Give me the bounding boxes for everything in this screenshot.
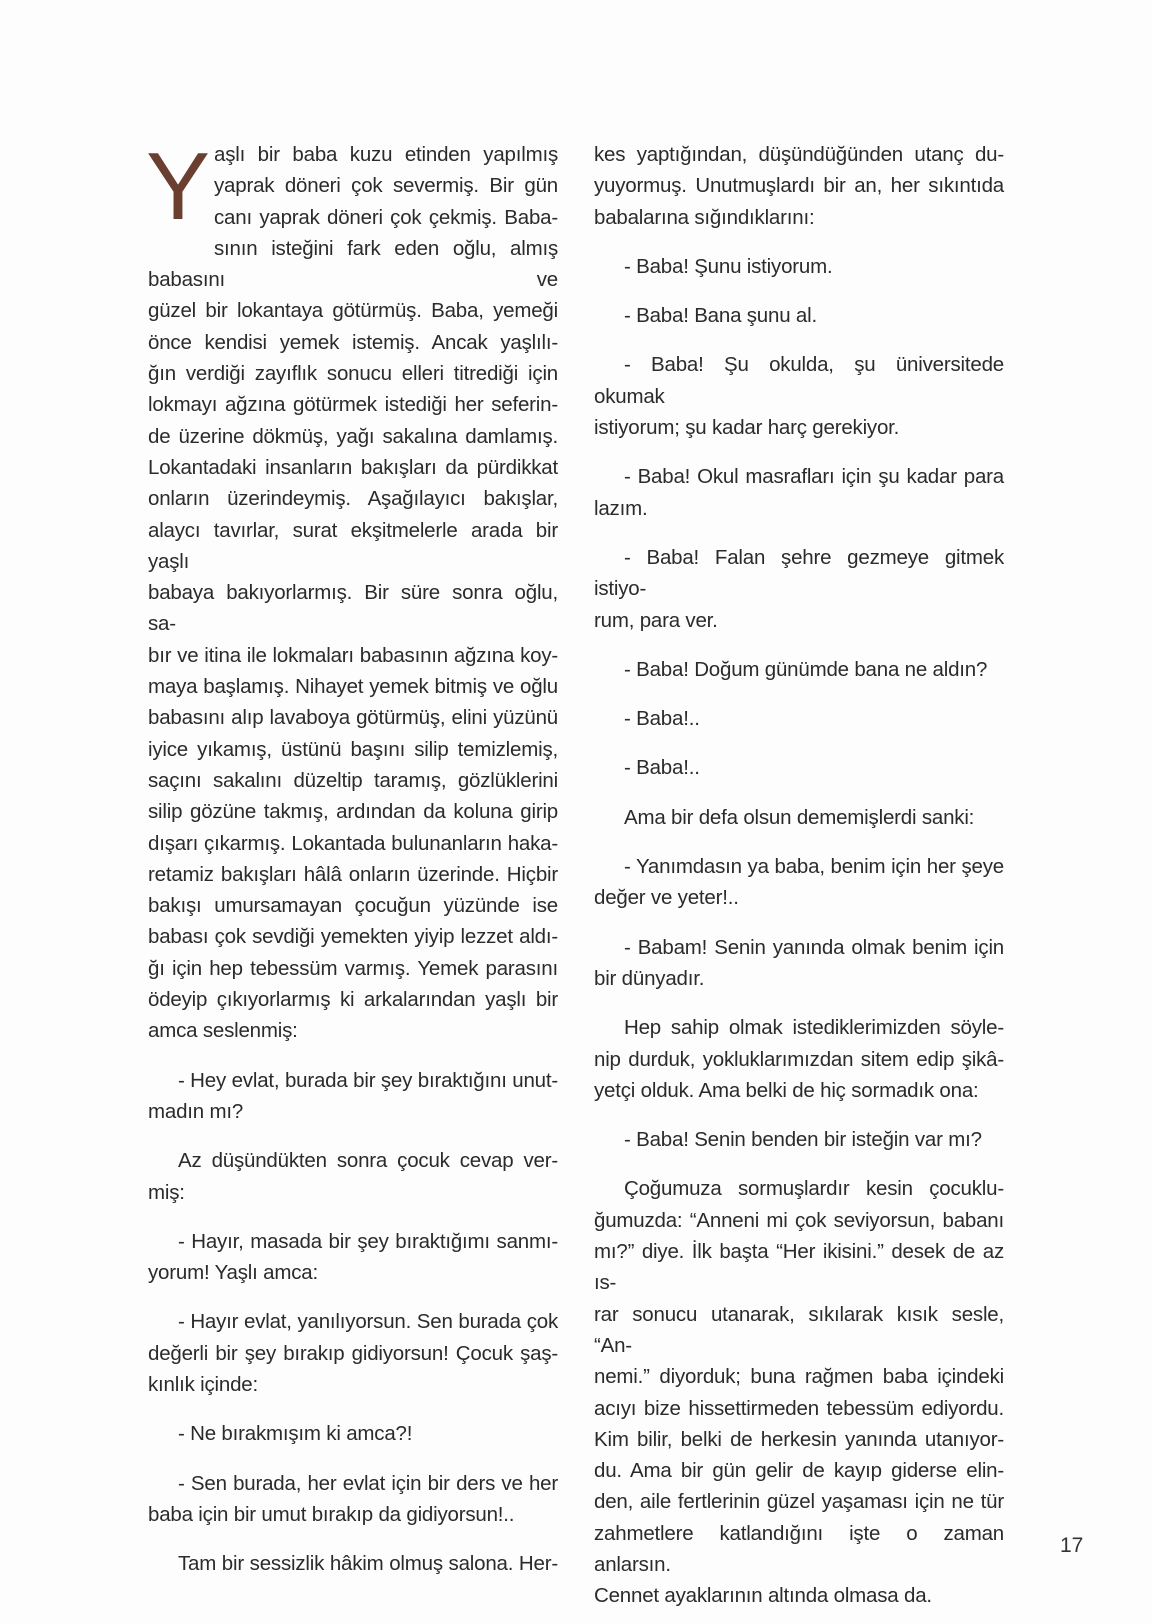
text-line: ğumuzda: “Anneni mi çok seviyorsun, babanı xyxy=(594,1208,1004,1232)
text-line: kes yaptığından, düşündüğünden utanç du- xyxy=(594,143,1004,166)
text-line: - Baba!.. xyxy=(624,707,700,731)
paragraph xyxy=(594,1012,1004,1106)
paragraph xyxy=(594,542,1004,636)
drop-cap: Y xyxy=(146,133,210,240)
text-line: onların üzerindeymiş. Aşağılayıcı bakışlar, xyxy=(148,487,558,511)
text-line: du. Ama bir gün gelir de kayıp giderse elin- xyxy=(594,1459,1004,1483)
page-number: 17 xyxy=(1060,1534,1084,1557)
paragraph xyxy=(148,1306,558,1400)
text-line: - Baba! Bana şunu al. xyxy=(624,304,817,328)
text-line: - Hayır, masada bir şey bıraktığımı sanmı- xyxy=(178,1229,558,1253)
text-line: - Baba! Senin benden bir isteğin var mı? xyxy=(624,1128,982,1152)
text-line: değer ve yeter!.. xyxy=(594,886,739,910)
text-line: değerli bir şey bırakıp gidiyorsun! Çocuk şaş- xyxy=(148,1341,558,1365)
text-line: saçını sakalını düzeltip taramış, gözlüklerini xyxy=(148,768,558,792)
text-line: rar sonucu utanarak, sıkılarak kısık sesle, “An- xyxy=(594,1302,1004,1357)
paragraph xyxy=(594,752,1004,783)
text-line: madın mı? xyxy=(148,1099,244,1123)
text-line: babasını alıp lavaboya götürmüş, elini yüzünü xyxy=(148,706,558,730)
paragraph xyxy=(148,1145,558,1208)
paragraph xyxy=(148,1418,558,1449)
text-line: - Baba! Şu okulda, şu üniversitede okumak xyxy=(594,353,1004,408)
paragraph xyxy=(594,461,1004,524)
right-paragraphs xyxy=(594,139,1004,1612)
text-line: - Baba!.. xyxy=(624,756,700,780)
text-line: ğın verdiği zayıflık sonucu elleri titrediği için xyxy=(148,362,558,386)
text-line: silip gözüne takmış, ardından da koluna girip xyxy=(148,800,558,824)
paragraph xyxy=(148,1548,558,1579)
text-line: önce kendisi yemek istemiş. Ancak yaşlılı- xyxy=(148,330,558,354)
right-column xyxy=(594,139,1004,1612)
text-line: lokmayı ağzına götürmek istediği her seferin- xyxy=(148,393,558,417)
text-line: - Baba! Doğum günümde bana ne aldın? xyxy=(624,657,988,681)
text-line: Cennet ayaklarının altında olmasa da. xyxy=(594,1584,932,1608)
text-line: miş: xyxy=(148,1180,185,1204)
text-line: alaycı tavırlar, surat ekşitmelerle arada bir yaşlı xyxy=(148,518,558,573)
text-line: yetçi olduk. Ama belki de hiç sormadık ona: xyxy=(594,1078,979,1102)
paragraph xyxy=(148,1226,558,1289)
text-line: - Baba! Okul masrafları için şu kadar para xyxy=(624,465,1004,489)
text-line: bir dünyadır. xyxy=(594,966,705,990)
text-line: ödeyip çıkıyorlarmış ki arkalarından yaşlı bir xyxy=(148,988,558,1012)
text-line: rum, para ver. xyxy=(594,608,718,632)
text-line: - Ne bırakmışım ki amca?! xyxy=(178,1422,413,1446)
paragraph xyxy=(594,251,1004,282)
text-line: Kim bilir, belki de herkesin yanında utanıyor- xyxy=(594,1427,1004,1451)
text-line: sının isteğini fark eden oğlu, almış babasını ve xyxy=(148,236,558,292)
paragraph xyxy=(594,851,1004,914)
text-line: istiyorum; şu kadar harç gerekiyor. xyxy=(594,416,900,440)
text-line: - Babam! Senin yanında olmak benim için xyxy=(624,935,1004,959)
text-line: - Yanımdasın ya baba, benim için her şeye xyxy=(624,855,1004,879)
text-line: bakışı umursamayan çocuğun yüzünde ise xyxy=(148,894,558,918)
text-line: nip durduk, yokluklarımızdan sitem edip şikâ- xyxy=(594,1047,1004,1071)
text-line: Lokantadaki insanların bakışları da pürdikkat xyxy=(148,455,558,479)
text-line: bır ve itina ile lokmaları babasının ağzına koy- xyxy=(148,643,558,667)
text-line: amca seslenmiş: xyxy=(148,1019,298,1043)
text-line: babaya bakıyorlarmış. Bir süre sonra oğlu, sa- xyxy=(148,581,558,636)
text-line: aşlı bir baba kuzu etinden yapılmış xyxy=(214,143,558,166)
opening-paragraph-text xyxy=(146,133,558,1047)
left-column xyxy=(146,133,558,1579)
text-line: lazım. xyxy=(594,496,648,520)
text-line: Tam bir sessizlik hâkim olmuş salona. Her- xyxy=(178,1552,558,1576)
text-line: den, aile fertlerinin güzel yaşaması için ne tür xyxy=(594,1490,1004,1514)
paragraph xyxy=(594,349,1004,443)
text-line: zahmetlere katlandığını işte o zaman anlarsın. xyxy=(594,1521,1004,1576)
text-line: nemi.” diyorduk; buna rağmen baba içindeki xyxy=(594,1365,1004,1389)
left-paragraphs xyxy=(148,1065,558,1580)
paragraph xyxy=(148,1065,558,1128)
text-line: iyice yıkamış, üstünü başını silip temizlemiş, xyxy=(148,737,558,761)
text-line: yuyormuş. Unutmuşlardı bir an, her sıkıntıda xyxy=(594,174,1004,198)
text-line: - Baba! Falan şehre gezmeye gitmek istiyo- xyxy=(594,545,1004,601)
text-line: acıyı bize hissettirmeden tebessüm ediyordu. xyxy=(594,1396,1004,1420)
text-line: mı?” diye. İlk başta “Her ikisini.” desek de az ıs- xyxy=(594,1240,1004,1295)
text-line: canı yaprak döneri çok çekmiş. Baba- xyxy=(214,205,558,229)
text-line: ğı için hep tebessüm varmış. Yemek parasını xyxy=(148,956,558,980)
opening-paragraph xyxy=(146,133,558,1047)
text-line: yaprak döneri çok severmiş. Bir gün xyxy=(214,174,558,198)
text-line: kınlık içinde: xyxy=(148,1372,259,1396)
paragraph xyxy=(594,703,1004,734)
text-line: dışarı çıkarmış. Lokantada bulunanların haka- xyxy=(148,831,558,855)
text-line: de üzerine dökmüş, yağı sakalına damlamış. xyxy=(148,424,558,448)
text-line: Çoğumuza sormuşlardır kesin çocuklu- xyxy=(624,1177,1004,1201)
text-line: Hep sahip olmak istediklerimizden söyle- xyxy=(624,1016,1004,1040)
text-line: - Sen burada, her evlat için bir ders ve her xyxy=(178,1471,558,1495)
text-line: yorum! Yaşlı amca: xyxy=(148,1261,318,1285)
text-line: retamiz bakışları hâlâ onların üzerinde. Hiçbir xyxy=(148,862,558,886)
paragraph xyxy=(594,802,1004,833)
text-line: güzel bir lokantaya götürmüş. Baba, yemeği xyxy=(148,299,558,323)
paragraph xyxy=(148,1468,558,1531)
text-line: Ama bir defa olsun dememişlerdi sanki: xyxy=(624,805,975,829)
paragraph xyxy=(594,1173,1004,1611)
text-line: - Hayır evlat, yanılıyorsun. Sen burada çok xyxy=(178,1310,558,1334)
text-line: babası çok sevdiği yemekten yiyip lezzet aldı- xyxy=(148,925,558,949)
paragraph xyxy=(594,932,1004,995)
paragraph xyxy=(594,139,1004,233)
text-line: - Hey evlat, burada bir şey bıraktığını unut- xyxy=(178,1068,558,1092)
paragraph xyxy=(594,300,1004,331)
text-line: baba için bir umut bırakıp da gidiyorsun!.. xyxy=(148,1502,515,1526)
text-line: - Baba! Şunu istiyorum. xyxy=(624,254,833,278)
text-line: maya başlamış. Nihayet yemek bitmiş ve oğlu xyxy=(148,675,558,699)
text-line: babalarına sığındıklarını: xyxy=(594,205,815,229)
paragraph xyxy=(594,654,1004,685)
text-line: Az düşündükten sonra çocuk cevap ver- xyxy=(178,1149,558,1173)
paragraph xyxy=(594,1124,1004,1155)
